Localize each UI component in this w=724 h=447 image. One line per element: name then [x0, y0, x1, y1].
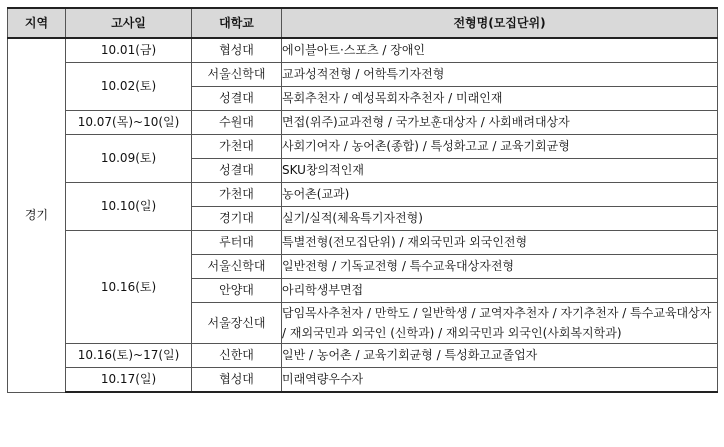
- university-cell: 신한대: [192, 344, 282, 368]
- university-cell: 가천대: [192, 183, 282, 207]
- university-cell: 성결대: [192, 159, 282, 183]
- admission-schedule-table: [7, 7, 718, 393]
- date-cell: 10.09(토): [66, 135, 192, 183]
- admission-cell: 농어촌(교과): [282, 183, 718, 207]
- header-university: 대학교: [192, 8, 282, 38]
- admission-cell: 미래역량우수자: [282, 368, 718, 393]
- table-row: [8, 183, 718, 207]
- admission-cell: 교과성적전형 / 어학특기자전형: [282, 63, 718, 87]
- admission-cell: 담임목사추천자 / 만학도 / 일반학생 / 교역자추천자 / 자기추천자 / 특수교육대상자 / 재외국민과 외국인 (신학과) / 재외국민과 외국인(사회복지학과): [282, 303, 718, 344]
- date-cell: 10.10(일): [66, 183, 192, 231]
- date-cell: 10.17(일): [66, 368, 192, 393]
- region-cell: 경기: [8, 38, 66, 392]
- date-cell: 10.16(토)~17(일): [66, 344, 192, 368]
- date-cell: 10.07(목)~10(일): [66, 111, 192, 135]
- admission-cell: 면접(위주)교과전형 / 국가보훈대상자 / 사회배려대상자: [282, 111, 718, 135]
- university-cell: 안양대: [192, 279, 282, 303]
- university-cell: 가천대: [192, 135, 282, 159]
- table-row: [8, 344, 718, 368]
- admission-cell: SKU창의적인재: [282, 159, 718, 183]
- table-row: [8, 368, 718, 393]
- header-admission: 전형명(모집단위): [282, 8, 718, 38]
- admission-cell: 목회추천자 / 예성목회자추천자 / 미래인재: [282, 87, 718, 111]
- date-cell: 10.01(금): [66, 38, 192, 63]
- university-cell: 수원대: [192, 111, 282, 135]
- header-date: 고사일: [66, 8, 192, 38]
- admission-cell: 에이블아트·스포츠 / 장애인: [282, 38, 718, 63]
- university-cell: 협성대: [192, 38, 282, 63]
- university-cell: 성결대: [192, 87, 282, 111]
- table-row: [8, 63, 718, 87]
- university-cell: 서울신학대: [192, 255, 282, 279]
- admission-cell: 일반 / 농어촌 / 교육기회균형 / 특성화고교졸업자: [282, 344, 718, 368]
- admission-cell: 실기/실적(체육특기자전형): [282, 207, 718, 231]
- date-cell: 10.02(토): [66, 63, 192, 111]
- table-row: [8, 111, 718, 135]
- header-region: 지역: [8, 8, 66, 38]
- university-cell: 서울장신대: [192, 303, 282, 344]
- admission-cell: 아리학생부면접: [282, 279, 718, 303]
- admission-cell: 사회기여자 / 농어촌(종합) / 특성화고교 / 교육기회균형: [282, 135, 718, 159]
- university-cell: 루터대: [192, 231, 282, 255]
- table-row: [8, 231, 718, 255]
- university-cell: 협성대: [192, 368, 282, 393]
- header-row: [8, 8, 718, 38]
- date-cell: 10.16(토): [66, 231, 192, 344]
- admission-cell: 특별전형(전모집단위) / 재외국민과 외국인전형: [282, 231, 718, 255]
- table-row: [8, 38, 718, 63]
- table-row: [8, 135, 718, 159]
- admission-cell: 일반전형 / 기독교전형 / 특수교육대상자전형: [282, 255, 718, 279]
- university-cell: 서울신학대: [192, 63, 282, 87]
- university-cell: 경기대: [192, 207, 282, 231]
